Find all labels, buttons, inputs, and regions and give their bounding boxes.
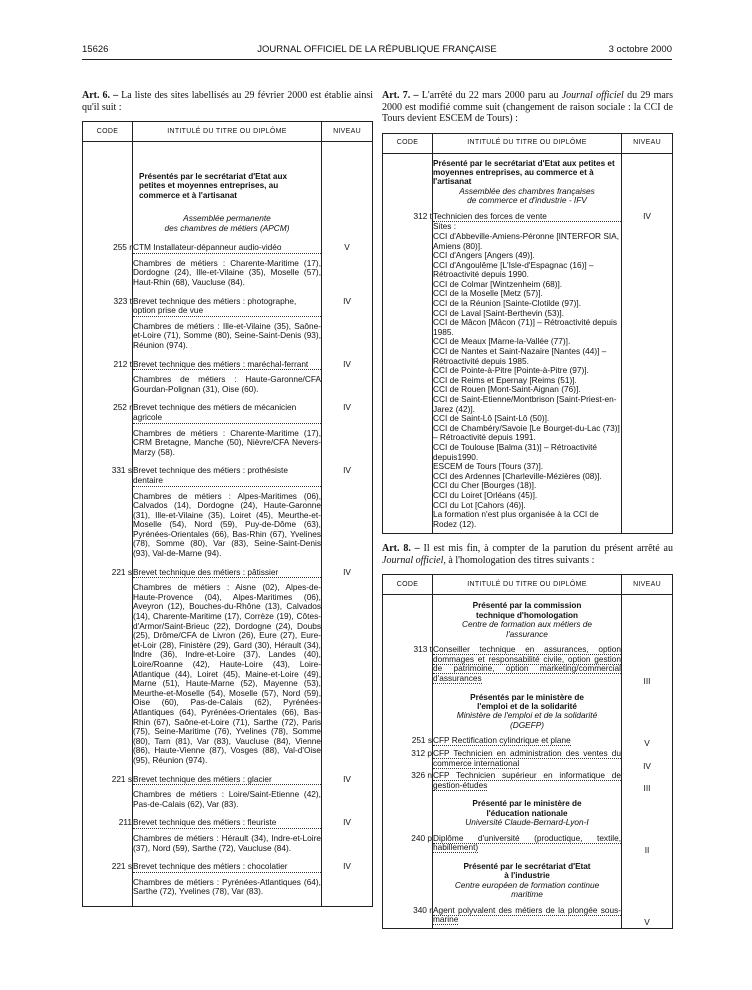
site-item: CCI de Laval [Saint-Berthevin (53)].: [433, 307, 564, 318]
art7-journal: Journal officiel: [561, 90, 624, 101]
row-title-cell: [433, 771, 622, 793]
row-code: 323 t: [113, 295, 132, 306]
row-title-text: Agent polyvalent des métiers de la plongée sous-marine: [433, 904, 621, 925]
group-row: [383, 856, 673, 906]
row-sites: Chambres de métiers : Ille-et-Vilaine (35), Saône-et-Loire (71), Somme (80), Seine-Saint-Denis (93), Réunion (974).: [133, 320, 321, 350]
row-title-cell: [133, 818, 322, 862]
leader-dots: [433, 833, 621, 854]
row-level: IV: [322, 466, 373, 567]
leader-dots: [433, 905, 621, 926]
site-item: CCI de Mâcon [Mâcon (71)] – Rétroactivité depuis 1985.: [433, 317, 617, 337]
row-title-text: CFP Technicien en administration des ventes du commerce international: [433, 747, 621, 768]
site-item: CCI de Colmar [Wintzenheim (68)].: [433, 278, 563, 289]
row-code: 326 n: [411, 770, 432, 781]
row-sites: Chambres de métiers : Aisne (02), Alpes-de-Haute-Provence (04), Alpes-Maritimes (06), Aveyron (12), Bouches-du-Rhône (13), Calvados (14), Charente-Maritime (17), Corrèze (19), Côtes-d'Armor/Saint-Brieuc (22), Dordogne (24), Doubs (25), Drôme/CFA de Livron (26), Eure (27), Eure-et-Loir (28), Finistère (29), Gard (30), Hérault (34), Indre (36), Indre-et-Loire (37), Landes (40), Loire/Roanne (42), Haute-Loire (43), Loire-Atlantique (44), Loiret (45), Maine-et-Loire (49), Marne (51), Haute-Marne (52), Mayenne (53), Meurthe-et-Moselle (54), Moselle (57), Nord (59), Oise (60), Pas-de-Calais (62), Pyrénées-Atlantiques (64), Pyrénées-Orientales (66), Bas-Rhin (67), Saône-et-Loire (71), Sarthe (72), Paris (75), Seine-Maritime (76), Yvelines (78), Somme (80), Tarn (81), Var (83), Vaucluse (84), Vienne (86), Haute-Vienne (87), Vosges (88), Val-d'Oise (95), Réunion (974).: [133, 582, 321, 765]
table-row: [83, 297, 373, 360]
art7-group-heading: Présenté par le secrétariat d'Etat aux petites et moyennes entreprises, au commerce et à l'artisanat: [433, 158, 615, 187]
col-code-header: CODE: [383, 133, 433, 153]
site-item: CCI d'Angers [Angers (49)].: [433, 250, 535, 261]
art6-intro: [82, 90, 373, 113]
site-item: CCI du Cher [Bourges (18)].: [433, 480, 537, 491]
row-code: 312 t: [413, 210, 432, 221]
site-item: CCI d'Abbeville-Amiens-Péronne [INTERFOR SIA, Amiens (80)].: [433, 230, 620, 251]
row-title-cell: [133, 360, 322, 404]
table-row: [83, 466, 373, 567]
page-number: 15626: [82, 44, 109, 55]
table-row: [83, 360, 373, 404]
row-sites: Chambres de métiers : Charente-Maritime (17), CRM Bretagne, Manche (50), Nièvre/CFA Nevers-Marzy (58).: [133, 427, 321, 457]
row-title: [133, 297, 321, 317]
art8-journal: Journal officiel,: [382, 554, 446, 566]
table-row: [383, 771, 673, 793]
row-title: [133, 568, 321, 579]
group-row: [83, 142, 373, 244]
group-row: [383, 793, 673, 833]
site-item: CCI du Lot [Cahors (46)].: [433, 499, 526, 510]
row-level: III: [622, 645, 673, 686]
row-title-text: Brevet technique des métiers : prothésiste dentaire: [133, 465, 288, 485]
site-item: CCI de Saint-Etienne/Montbrison [Saint-Priest-en-Jarez (42)].: [433, 394, 617, 414]
art7-label: Art. 7. –: [382, 90, 419, 101]
site-item: CCI de la Moselle [Metz (57)].: [433, 288, 543, 299]
row-level: IV: [322, 568, 373, 775]
row-title-cell: [133, 466, 322, 567]
art6-group-heading: Présentés par le secrétariat d'Etat aux petites et moyennes entreprises, au commerce et à l'artisanat: [139, 172, 288, 200]
row-title-cell: [133, 403, 322, 466]
row-title-text: Brevet technique des métiers : pâtissier: [133, 566, 279, 577]
row-sites: Chambres de métiers : Charente-Maritime (17), Dordogne (24), Ille-et-Vilaine (35), Moselle (57), Haut-Rhin (68), Vaucluse (84).: [133, 257, 321, 287]
group-subheading: Centre européen de formation continue maritime: [454, 879, 600, 900]
row-title-text: CFP Rectification cylindrique et plane: [433, 735, 571, 746]
leader-dots: [133, 360, 321, 371]
row-code: 211: [118, 817, 132, 828]
left-column: [82, 90, 373, 907]
row-title-cell: [433, 645, 622, 686]
row-title-text: Brevet technique des métiers : glacier: [133, 773, 272, 784]
table-row: [83, 818, 373, 862]
row-level: IV: [322, 862, 373, 906]
running-header: [82, 44, 672, 58]
row-level: IV: [322, 775, 373, 819]
row-level: IV: [322, 360, 373, 404]
row-sites: Chambres de métiers : Haute-Garonne/CFA Gourdan-Polignan (31), Oise (60).: [133, 374, 321, 394]
site-item: CCI de Chambéry/Savoie [Le Bourget-du-Lac (73)] – Rétroactivité depuis 1991.: [433, 422, 620, 443]
row-level: V: [622, 736, 673, 749]
row-title-cell: [133, 568, 322, 775]
group-row: [383, 595, 673, 645]
col-level-header: NIVEAU: [322, 122, 373, 142]
sites-label: Sites :: [433, 221, 457, 232]
group-row: [383, 153, 673, 212]
row-title-text: Brevet technique des métiers : chocolatier: [133, 861, 288, 872]
leader-dots: [133, 862, 321, 873]
row-level: IV: [322, 297, 373, 360]
col-title-header: INTITULÉ DU TITRE OU DIPLÔME: [133, 122, 322, 142]
row-title-cell: [133, 243, 322, 296]
art6-table: [82, 121, 373, 907]
row-code: 313 t: [413, 644, 432, 655]
art6-subgroup-1: Assemblée permanente: [183, 213, 271, 224]
group-heading: Présenté par le secrétariat d'Etat à l'industrie: [463, 861, 591, 881]
site-item: CCI de la Réunion [Sainte-Clotilde (97)].: [433, 298, 582, 309]
group-heading: Présentés par le ministère de l'emploi et de la solidarité: [470, 692, 584, 711]
row-title-text: Brevet technique des métiers de mécanicien agricole: [133, 402, 297, 422]
group-subheading: Centre de formation aux métiers de l'assurance: [461, 619, 593, 639]
site-item: CCI du Loiret [Orléans (45)].: [433, 489, 538, 500]
row-level: IV: [322, 403, 373, 466]
leader-dots: [133, 818, 321, 829]
row-code: 340 r: [413, 904, 432, 915]
row-code: 221 s: [111, 861, 132, 872]
art7-text-1: L'arrêté du 22 mars 2000 paru au: [421, 90, 559, 101]
site-item: CCI d'Angoulême [L'Isle-d'Espagnac (16)] – Rétroactivité depuis 1990.: [433, 259, 594, 280]
leader-dots: [133, 403, 321, 423]
leader-dots: [433, 735, 571, 746]
row-title: [133, 466, 321, 486]
row-title-text: Brevet technique des métiers : fleuriste: [133, 817, 277, 828]
table-row: [383, 906, 673, 929]
table-header-row: [383, 575, 673, 595]
art6-subgroup-2: des chambres de métiers (APCM): [164, 222, 290, 233]
header-rule: [82, 59, 672, 60]
row-code: 221 s: [111, 773, 132, 784]
row-level: III: [622, 771, 673, 793]
row-title: [133, 862, 321, 873]
row-title-cell: [133, 775, 322, 819]
leader-dots: [433, 770, 621, 791]
row-title: [133, 360, 321, 371]
row-code: 331 s: [111, 465, 132, 476]
row-sites: Chambres de métiers : Loire/Saint-Etienne (42), Pas-de-Calais (62), Var (83).: [133, 789, 321, 809]
site-item: CCI de Toulouse [Balma (31)] – Rétroactivité depuis1990.: [433, 441, 598, 462]
leader-dots: [433, 748, 621, 769]
art8-text-1: Il est mis fin, à compter de la parution du présent arrêté au: [423, 543, 674, 555]
site-item: ESCEM de Tours [Tours (37)].: [433, 461, 544, 472]
art8-intro: [382, 543, 673, 566]
art8-text-2: à l'homologation des titres suivants :: [448, 554, 595, 566]
row-code: 252 r: [113, 402, 132, 413]
site-item: CCI de Reims et Epernay [Reims (51)].: [433, 374, 577, 385]
col-code-header: CODE: [83, 122, 133, 142]
leader-dots: [133, 466, 321, 486]
row-title-cell: [433, 749, 622, 771]
row-title: [133, 818, 321, 829]
row-title-text: Diplôme d'université (productique, textile, habillement): [433, 832, 621, 853]
art6-text: La liste des sites labellisés au 29 février 2000 est établie ainsi qu'il suit :: [82, 90, 374, 113]
table-row: [83, 862, 373, 906]
group-subheading: Ministère de l'emploi et de la solidarité (DGEFP): [456, 710, 598, 730]
row-title-text: CTM Installateur-dépanneur audio-vidéo: [133, 242, 282, 253]
site-item: CCI de Rouen [Mont-Saint-Aignan (76)].: [433, 384, 581, 395]
issue-date: 3 octobre 2000: [608, 44, 672, 55]
col-level-header: NIVEAU: [622, 575, 673, 595]
leader-dots: [133, 243, 321, 254]
row-sites: Chambres de métiers : Hérault (34), Indre-et-Loire (37), Nord (59), Sarthe (72), Vaucluse (84).: [133, 832, 321, 853]
row-title-text: Brevet technique des métiers : maréchal-ferrant: [133, 358, 309, 369]
group-row: [383, 687, 673, 737]
row-code: 212 t: [113, 358, 132, 369]
row-code: 255 r: [113, 242, 132, 253]
row-title-text: Technicien des forces de vente: [433, 210, 547, 221]
table-header-row: [383, 133, 673, 153]
right-column: [382, 90, 673, 929]
row-title-text: Conseiller technique en assurances, option dommages et responsabilité civile, option gestion de patrimoine, option marketing/commercial d'assurances: [433, 644, 621, 683]
art7-intro: [382, 90, 673, 125]
table-row: [83, 568, 373, 775]
site-item: CCI de Pointe-à-Pitre [Pointe-à-Pitre (97)].: [433, 365, 589, 376]
row-level: IV: [622, 212, 673, 534]
leader-dots: [133, 297, 321, 317]
row-title-cell: [433, 834, 622, 856]
col-title-header: INTITULÉ DU TITRE OU DIPLÔME: [433, 133, 622, 153]
table-row: [83, 243, 373, 296]
row-sites: Chambres de métiers : Alpes-Maritimes (06), Calvados (14), Dordogne (24), Haute-Garonne (31), Ille-et-Vilaine (35), Loiret (45), Meurthe-et-Moselle (54), Nord (59), Puy-de-Dôme (63), Pyrénées-Orientales (66), Bas-Rhin (67), Yvelines (78), Somme (80), Var (83), Seine-Saint-Denis (93), Val-de-Marne (94).: [133, 490, 321, 559]
row-level: II: [622, 834, 673, 856]
group-heading: Présenté par le ministère de l'éducation nationale: [472, 799, 582, 818]
site-item: CCI de Saint-Lô [Saint-Lô (50)].: [433, 413, 550, 424]
table-row: [383, 212, 673, 534]
leader-dots: [133, 775, 321, 786]
site-item: CCI de Meaux [Marne-la-Vallée (77)].: [433, 336, 571, 347]
site-item: CCI des Ardennes [Charleville-Mézières (08)].: [433, 470, 602, 481]
row-level: IV: [622, 749, 673, 771]
row-code: 240 p: [411, 832, 432, 843]
table-row: [83, 775, 373, 819]
art7-subgroup-1: Assemblée des chambres françaises: [459, 185, 595, 196]
art7-text-2: du 29 mars 2000 est modifié comme suit (changement de raison sociale : la CCI de Tours devient ESCEM de Tours) :: [382, 90, 674, 124]
sites-list: [433, 232, 621, 529]
art8-label: Art. 8. –: [382, 543, 420, 555]
table-header-row: [83, 122, 373, 142]
row-level: V: [622, 906, 673, 929]
col-code-header: CODE: [383, 575, 433, 595]
row-title: [133, 243, 321, 254]
leader-dots: [133, 568, 321, 579]
row-code: 221 s: [111, 566, 132, 577]
table-row: [383, 834, 673, 856]
site-item: CCI de Nantes et Saint-Nazaire [Nantes (44)] – Rétroactivité depuis 1985.: [433, 346, 607, 366]
art6-label: Art. 6. –: [82, 90, 119, 101]
row-title-cell: [133, 297, 322, 360]
row-title-cell: [433, 906, 622, 929]
table-row: [383, 645, 673, 686]
col-title-header: INTITULÉ DU TITRE OU DIPLÔME: [433, 575, 622, 595]
row-title: [133, 403, 321, 423]
row-title-cell: [133, 862, 322, 906]
col-level-header: NIVEAU: [622, 133, 673, 153]
row-code: 251 s: [411, 735, 432, 746]
row-sites: Chambres de métiers : Pyrénées-Atlantiques (64), Sarthe (72), Yvelines (78), Var (83).: [133, 876, 321, 897]
row-title: [433, 212, 621, 223]
journal-title: JOURNAL OFFICIEL DE LA RÉPUBLIQUE FRANÇAISE: [257, 44, 497, 55]
group-heading: Présenté par la commission technique d'homologation: [472, 601, 582, 620]
table-row: [83, 403, 373, 466]
leader-dots: [433, 644, 621, 684]
row-title-text: CFP Technicien supérieur en informatique de gestion-études: [433, 770, 621, 790]
row-title-text: Brevet technique des métiers : photographe, option prise de vue: [133, 295, 297, 316]
row-code: 312 p: [411, 747, 432, 758]
table-row: [383, 749, 673, 771]
art7-subgroup-2: de commerce et d'industrie - IFV: [467, 195, 587, 206]
site-item: La formation n'est plus organisée à la CCI de Rodez (12).: [433, 509, 599, 529]
row-level: IV: [322, 818, 373, 862]
row-title: [133, 775, 321, 786]
group-subheading: Université Claude-Bernard-Lyon-I: [465, 817, 589, 828]
art7-table: [382, 133, 673, 535]
row-level: V: [322, 243, 373, 296]
art8-table: [382, 574, 673, 928]
